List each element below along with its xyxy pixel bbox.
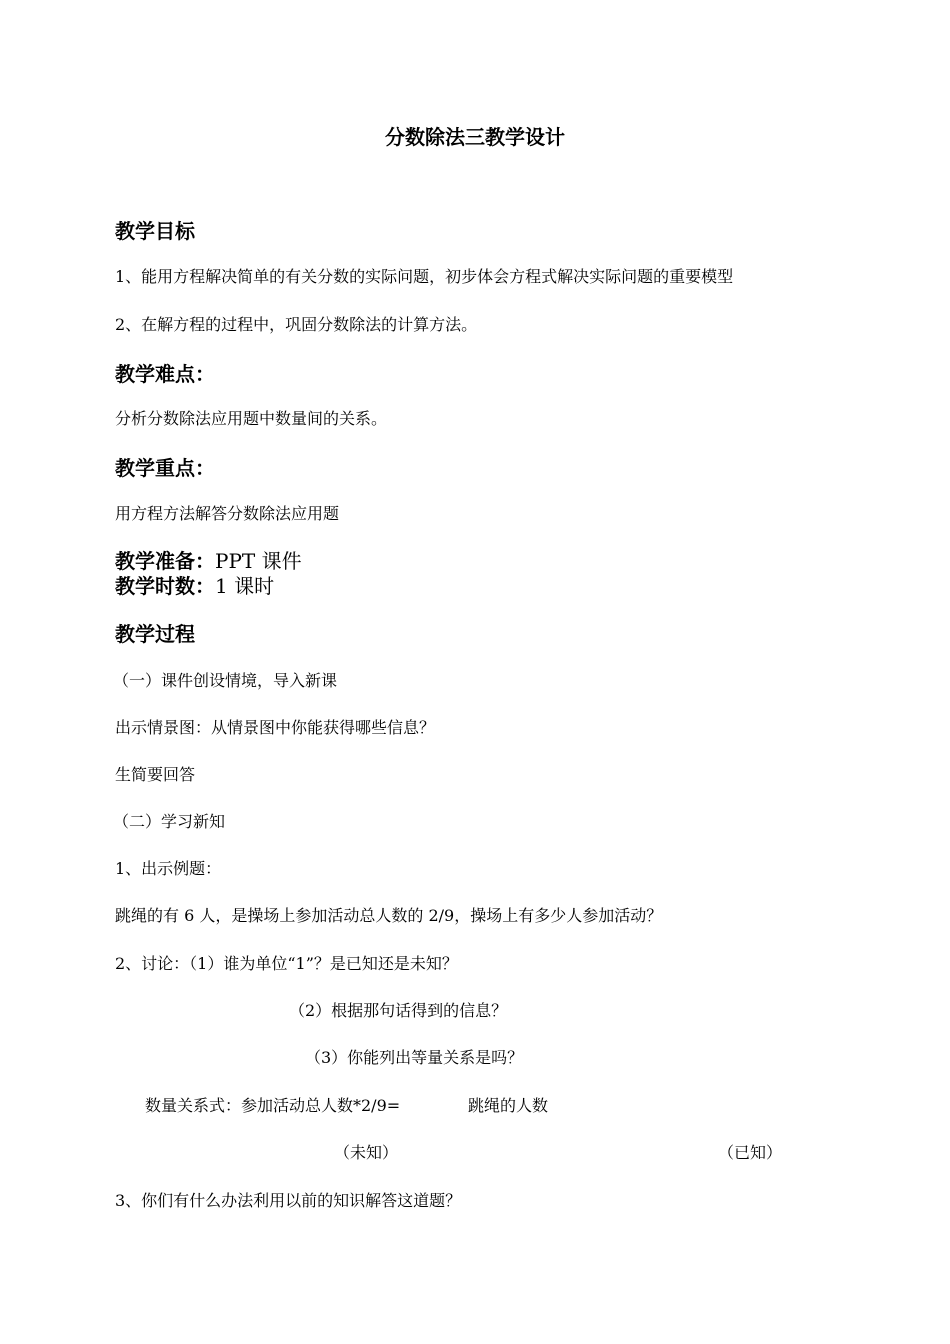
time-value: 1 课时 xyxy=(215,574,275,598)
goal-item-2: 2、在解方程的过程中，巩固分数除法的计算方法。 xyxy=(115,315,478,334)
page-title: 分数除法三教学设计 xyxy=(385,125,565,149)
prep-line xyxy=(115,551,302,571)
unknown-note: （未知） xyxy=(334,1143,399,1162)
example-label: 1、出示例题： xyxy=(115,859,222,878)
prep-value: PPT 课件 xyxy=(215,549,302,573)
discuss-line-1: 2、讨论：（1）谁为单位“1”？是已知还是未知？ xyxy=(115,954,458,973)
relation-right: 跳绳的人数 xyxy=(468,1096,549,1115)
relation-left: 数量关系式：参加活动总人数*2/9= xyxy=(145,1096,401,1115)
difficulty-text: 分析分数除法应用题中数量间的关系。 xyxy=(115,409,388,428)
discuss-line-2: （2）根据那句话得到的信息？ xyxy=(289,1001,508,1020)
step1-title: （一）课件创设情境，导入新课 xyxy=(113,671,338,690)
question-3: 3、你们有什么办法利用以前的知识解答这道题？ xyxy=(115,1191,462,1210)
goal-item-1: 1、能用方程解决简单的有关分数的实际问题，初步体会方程式解决实际问题的重要模型 xyxy=(115,267,734,286)
focus-text: 用方程方法解答分数除法应用题 xyxy=(115,504,340,523)
time-line xyxy=(115,576,274,596)
known-note: （已知） xyxy=(718,1143,783,1162)
step2-title: （二）学习新知 xyxy=(113,812,226,831)
discuss-line-3: （3）你能列出等量关系是吗？ xyxy=(305,1048,524,1067)
goal-heading: 教学目标 xyxy=(115,219,195,243)
step1-line2: 生简要回答 xyxy=(115,765,196,784)
difficulty-heading: 教学难点： xyxy=(115,362,215,386)
example-text: 跳绳的有 6 人，是操场上参加活动总人数的 2/9，操场上有多少人参加活动？ xyxy=(115,906,663,925)
prep-label: 教学准备： xyxy=(115,549,215,573)
time-label: 教学时数： xyxy=(115,574,215,598)
step1-line1: 出示情景图：从情景图中你能获得哪些信息？ xyxy=(115,718,436,737)
focus-heading: 教学重点： xyxy=(115,456,215,480)
process-heading: 教学过程 xyxy=(115,622,195,646)
